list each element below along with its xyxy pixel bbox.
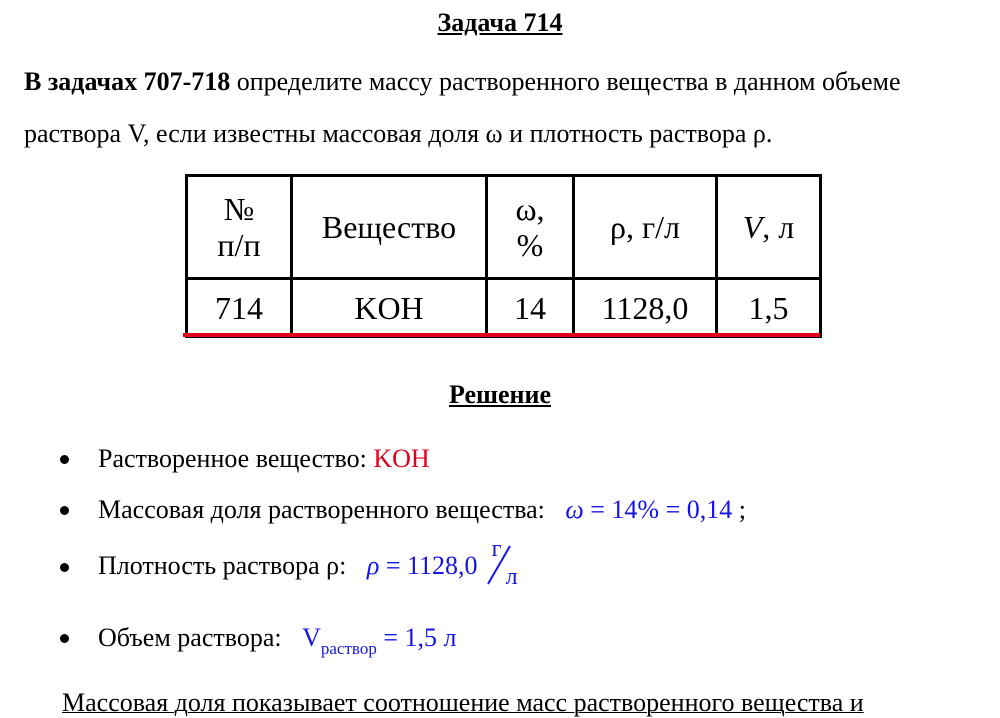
cell-density: 1128,0: [574, 279, 717, 337]
item-label: Растворенное вещество:: [98, 444, 374, 473]
list-item: [58, 608, 746, 668]
cell-substance: KOH: [292, 279, 487, 337]
omega-formula: ω = 14% = 0,14: [565, 495, 733, 524]
item-label: Объем раствора:: [98, 623, 289, 652]
item-suffix: ;: [732, 495, 746, 524]
solution-list: [58, 430, 746, 668]
problem-statement: [24, 56, 984, 160]
bullet-icon: [60, 563, 69, 572]
volume-formula: $V_{раствор} = 1,5$ л: [302, 623, 457, 658]
cell-number: 714: [187, 279, 292, 337]
page-title: Задача 714: [437, 8, 563, 37]
bullet-icon: [60, 455, 69, 464]
problem-range: В задачах 707-718: [24, 67, 231, 96]
list-item: [58, 430, 746, 482]
cell-omega: 14: [487, 279, 574, 337]
list-item: [58, 536, 746, 608]
header-number: № п/п: [187, 176, 292, 279]
data-table: [185, 174, 822, 338]
list-item: [58, 482, 746, 536]
continuation-text: Массовая доля показывает соотношение масс растворенного вещества и: [62, 688, 864, 717]
solution-title: Решение: [448, 380, 552, 409]
header-volume: V, л: [717, 176, 821, 279]
cell-volume: 1,5: [717, 279, 821, 337]
substance-value: KOH: [373, 444, 430, 473]
header-omega: ω, %: [487, 176, 574, 279]
data-table-wrapper: [185, 174, 822, 338]
problem-text: определите массу растворенного вещества в данном объеме раствора V, если известны массовая доля ω и плотность раствора ρ.: [24, 67, 901, 148]
header-substance: Вещество: [292, 176, 487, 279]
bullet-icon: [60, 506, 69, 515]
table-row: [187, 279, 821, 337]
table-header-row: [187, 176, 821, 279]
density-formula: ρ = 1128,0 г л: [367, 536, 530, 596]
header-density: ρ, г/л: [574, 176, 717, 279]
item-label: Массовая доля растворенного вещества:: [98, 495, 552, 524]
bullet-icon: [60, 634, 69, 643]
table-underline: [183, 333, 820, 337]
density-unit: г л: [486, 550, 530, 590]
item-label: Плотность раствора ρ:: [98, 551, 353, 580]
